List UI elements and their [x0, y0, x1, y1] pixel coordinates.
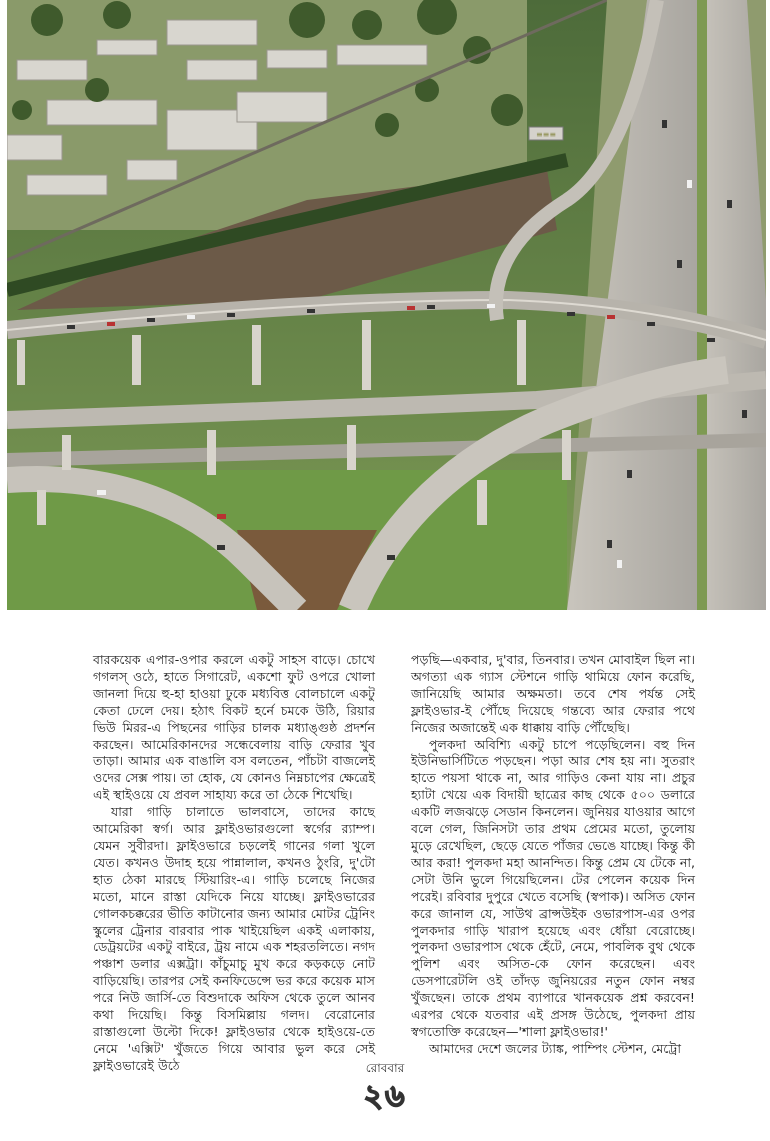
article-column-left	[93, 652, 375, 1075]
page-number: ২৬	[363, 1079, 407, 1114]
aerial-photo-illustration	[7, 0, 766, 610]
billboard-text: ≡≡≡	[535, 130, 557, 139]
magazine-name: রোববার	[365, 1061, 405, 1075]
article-column-right	[411, 652, 695, 1058]
article-paragraph: পুলকদা অবিশ্যি একটু চাপে পড়েছিলেন। বহু দিন ইউনিভার্সিটিতে পড়ছেন। পড়া আর শেষ হয় না। সুতরাং হাতে পয়সা থাকে না, আর গাড়িও কেনা যায় না। প্রচুর হ্যাটা খেয়ে এক বিদায়ী ছাত্রের কাছ থেকে ৫০০ ডলারে একটি লজঝড়ে সেডান কিনলেন। জুনিয়র যাওয়ার আগে বলে গেল, জিনিসটা তার প্রথম প্রেমের মতো, তুলোয় মুড়ে রেখেছিল, ছেড়ে যেতে পাঁজর ভেঙে যাচ্ছে। কিন্তু কী আর করা! পুলকদা মহা আনন্দিত। কিন্তু প্রেম যে টেকে না, সেটা উনি ভুলে গিয়েছিলেন। টের পেলেন কয়েক দিন পরেই। রবিবার দুপুরে খেতে বসেছি (স্বপাক)। অসিত ফোন করে জানাল যে, সাউথ ব্রান্সউইক ওভারপাস-এর ওপর পুলকদার গাড়ি খারাপ হয়েছে এবং ধোঁয়া বেরোচ্ছে। পুলকদা ওভারপাস থেকে হেঁটে, নেমে, পাবলিক বুথ থেকে পুলিশ এবং অসিত-কে ফোন করেছেন। এবং ডেসপারেটলি ওই তাঁদড় জুনিয়রের নতুন ফোন নম্বর খুঁজছেন। তাকে প্রথম ব্যাপারে খানকয়েক প্রশ্ন করবেন! এরপর থেকে যতবার এই প্রসঙ্গ উঠেছে, পুলকদা প্রায় স্বগতোক্তি করেছেন—'শালা ফ্লাইওভার!'	[411, 736, 695, 1039]
article-paragraph: যারা গাড়ি চালাতে ভালবাসে, তাদের কাছে আমেরিকা স্বর্গ। আর ফ্লাইওভারগুলো স্বর্গের র‍্যাম্প। যেমন সুবীরদা। ফ্লাইওভারে চড়লেই গানের গলা খুলে যেত। কখনও উদাহ হয়ে পান্নালাল, কখনও ঠুংরি, দু'টো হাত ঠেকা মারছে স্টিয়ারিং-এ। গাড়ি চলেছে নিজের মতো, মানে রাস্তা যেদিকে নিয়ে যাচ্ছে। ফ্লাইওভারের গোলকচক্করের ভীতি কাটানোর জন্য আমার মোটর ট্রেনিং স্কুলের ট্রেনার বারবার পাক খাইয়েছিল একই এলাকায়, ডেট্রয়টের একটু বাইরে, ট্রয় নামে এক শহরতলিতে। নগদ পঞ্চাশ ডলার এক্সট্রা। কাঁচুমাচু মুখ করে কড়কড়ে নোট বাড়িয়েছি। তারপর সেই কনফিডেন্সে ভর করে কয়েক মাস পরে নিউ জার্সি-তে বিশুদাকে অফিস থেকে তুলে আনব কথা দিয়েছি। কিন্তু বিসমিল্লায় গলদ। বেরোনোর রাস্তাগুলো উল্টো দিকে! ফ্লাইওভার থেকে হাইওয়ে-তে নেমে 'এক্সিট' খুঁজতে গিয়ে আবার ভুল করে সেই ফ্লাইওভারেই উঠে	[93, 804, 375, 1073]
article-paragraph: বারকয়েক এপার-ওপার করলে একটু সাহস বাড়ে। চোখে গগলস্ ওঠে, হাতে সিগারেট, একশো ফুট ওপরে খোলা জানলা দিয়ে হু-হা হাওয়া ঢুকে মধ্যবিত্ত বোলচালে একটু কেতা ঢেলে দেয়। হঠাৎ বিকট হর্নে চমকে উঠি, রিয়ার ভিউ মিরর-এ পিছনের গাড়ির চালক মধ্যাঙ্গুষ্ঠ প্রদর্শন করছেন। আমেরিকানদের সন্ধেবেলায় বাড়ি ফেরার খুব তাড়া। আমার এক বাঙালি বস বলতেন, পাঁচটা বাজলেই ওদের সেক্স পায়। তা হোক, যে কোনও নিম্নচাপের ক্ষেত্রেই এই স্থাইওয়ে যে প্রবল সাহায্য করে তা ঠেকে শিখেছি।	[93, 652, 375, 803]
article-paragraph: পড়ছি—একবার, দু'বার, তিনবার। তখন মোবাইল ছিল না। অগত্যা এক গ্যাস স্টেশনে গাড়ি থামিয়ে ফোন করেছি, জানিয়েছি আমার অক্ষমতা। তবে শেষ পর্যন্ত সেই ফ্লাইওভার-ই পৌঁছে দিয়েছে গন্তব্যে আর ফেরার পথে নিজের অজান্তেই এক ধাক্কায় বাড়ি পৌঁছেছি।	[411, 652, 695, 735]
highway-interchange-photo	[7, 0, 766, 610]
article-paragraph: আমাদের দেশে জলের ট্যাঙ্ক, পাম্পিং স্টেশন, মেট্রো	[429, 1040, 681, 1056]
